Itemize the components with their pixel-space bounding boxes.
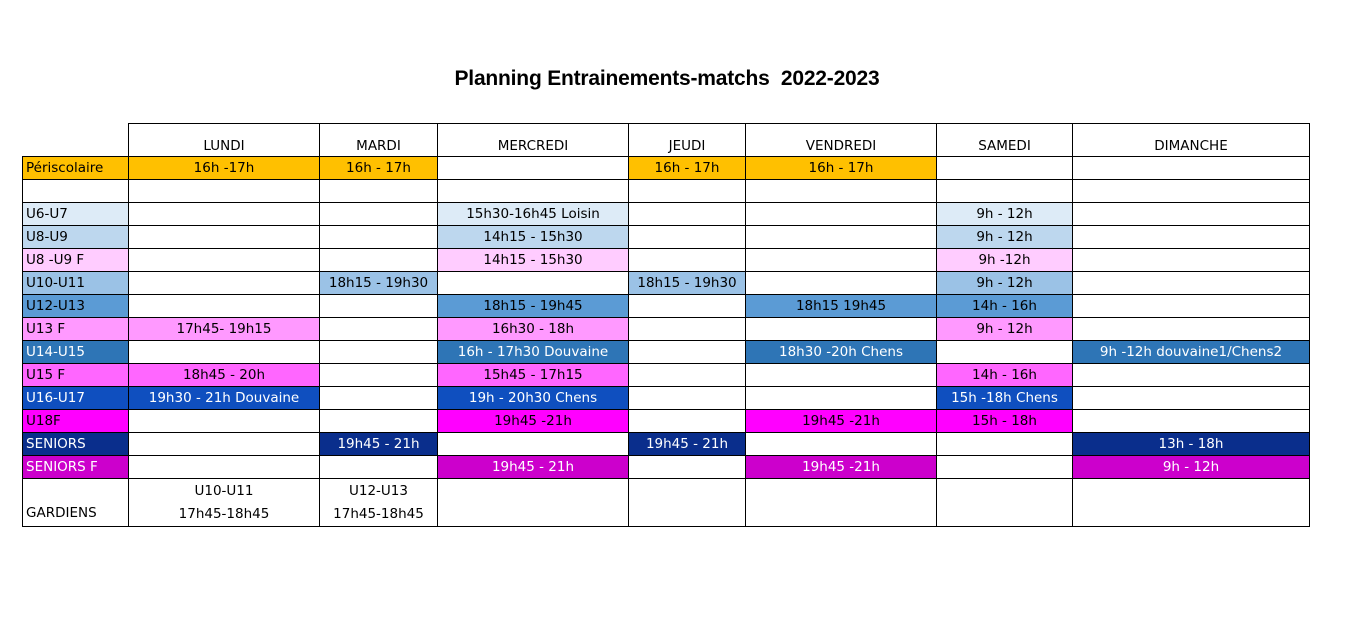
session-cell-samedi: 14h - 16h xyxy=(937,364,1073,387)
gardiens-cell-jeudi xyxy=(629,479,746,527)
session-cell-vendredi: 19h45 -21h xyxy=(746,410,937,433)
gardiens-cell-dimanche xyxy=(1073,479,1310,527)
schedule-row xyxy=(23,180,1310,203)
session-cell-mardi xyxy=(320,364,438,387)
schedule-row xyxy=(23,433,1310,456)
session-cell-mardi xyxy=(320,410,438,433)
session-cell-lundi xyxy=(129,272,320,295)
session-cell-lundi: 17h45- 19h15 xyxy=(129,318,320,341)
session-cell-mercredi: 14h15 - 15h30 xyxy=(438,249,629,272)
session-cell-vendredi xyxy=(746,249,937,272)
session-cell-vendredi: 18h30 -20h Chens xyxy=(746,341,937,364)
session-cell-mardi: 16h - 17h xyxy=(320,157,438,180)
session-cell-samedi: 9h - 12h xyxy=(937,226,1073,249)
session-cell-mardi: 18h15 - 19h30 xyxy=(320,272,438,295)
group-label: U15 F xyxy=(23,364,129,387)
session-cell-samedi xyxy=(937,456,1073,479)
day-header-mercredi: MERCREDI xyxy=(438,124,629,157)
group-label: SENIORS xyxy=(23,433,129,456)
schedule-row xyxy=(23,157,1310,180)
session-cell-jeudi: 18h15 - 19h30 xyxy=(629,272,746,295)
page-title: Planning Entrainements-matchs 2022-2023 xyxy=(454,67,880,90)
session-cell-vendredi xyxy=(746,203,937,226)
schedule-row xyxy=(23,387,1310,410)
gardiens-cell-samedi xyxy=(937,479,1073,527)
session-cell-samedi xyxy=(937,180,1073,203)
session-cell-jeudi: 19h45 - 21h xyxy=(629,433,746,456)
session-cell-lundi xyxy=(129,295,320,318)
day-header-row xyxy=(23,124,1310,157)
gardiens-line: U12-U13 xyxy=(349,482,408,499)
group-label: U8-U9 xyxy=(23,226,129,249)
session-cell-samedi: 15h -18h Chens xyxy=(937,387,1073,410)
session-cell-mercredi xyxy=(438,433,629,456)
session-cell-jeudi xyxy=(629,180,746,203)
session-cell-jeudi xyxy=(629,341,746,364)
session-cell-mercredi: 16h30 - 18h xyxy=(438,318,629,341)
session-cell-dimanche xyxy=(1073,364,1310,387)
group-label: U13 F xyxy=(23,318,129,341)
session-cell-vendredi xyxy=(746,180,937,203)
session-cell-vendredi xyxy=(746,272,937,295)
group-label: SENIORS F xyxy=(23,456,129,479)
session-cell-mercredi: 15h30-16h45 Loisin xyxy=(438,203,629,226)
session-cell-lundi xyxy=(129,226,320,249)
group-label: U6-U7 xyxy=(23,203,129,226)
session-cell-dimanche: 9h - 12h xyxy=(1073,456,1310,479)
corner-cell xyxy=(23,124,129,157)
session-cell-mardi xyxy=(320,341,438,364)
day-header-dimanche: DIMANCHE xyxy=(1073,124,1310,157)
session-cell-vendredi: 18h15 19h45 xyxy=(746,295,937,318)
session-cell-mercredi: 15h45 - 17h15 xyxy=(438,364,629,387)
gardiens-cell-lundi xyxy=(129,479,320,527)
session-cell-jeudi xyxy=(629,203,746,226)
session-cell-dimanche xyxy=(1073,295,1310,318)
day-header-lundi: LUNDI xyxy=(129,124,320,157)
group-label xyxy=(23,180,129,203)
session-cell-mercredi: 19h45 -21h xyxy=(438,410,629,433)
schedule-row xyxy=(23,364,1310,387)
session-cell-dimanche xyxy=(1073,387,1310,410)
group-label: U16-U17 xyxy=(23,387,129,410)
session-cell-mercredi xyxy=(438,157,629,180)
group-label: U12-U13 xyxy=(23,295,129,318)
session-cell-dimanche xyxy=(1073,272,1310,295)
group-label: U14-U15 xyxy=(23,341,129,364)
session-cell-dimanche xyxy=(1073,203,1310,226)
session-cell-lundi xyxy=(129,180,320,203)
session-cell-mardi xyxy=(320,387,438,410)
group-label: U18F xyxy=(23,410,129,433)
session-cell-mercredi: 19h - 20h30 Chens xyxy=(438,387,629,410)
schedule-row xyxy=(23,249,1310,272)
group-label: U8 -U9 F xyxy=(23,249,129,272)
gardiens-cell-mardi xyxy=(320,479,438,527)
session-cell-dimanche xyxy=(1073,157,1310,180)
day-header-vendredi: VENDREDI xyxy=(746,124,937,157)
session-cell-mardi xyxy=(320,203,438,226)
schedule-row xyxy=(23,318,1310,341)
session-cell-lundi xyxy=(129,341,320,364)
gardiens-cell-mercredi xyxy=(438,479,629,527)
schedule-row xyxy=(23,341,1310,364)
schedule-row xyxy=(23,272,1310,295)
day-header-jeudi: JEUDI xyxy=(629,124,746,157)
session-cell-mardi xyxy=(320,226,438,249)
session-cell-dimanche xyxy=(1073,318,1310,341)
session-cell-jeudi xyxy=(629,456,746,479)
session-cell-lundi xyxy=(129,410,320,433)
schedule-row xyxy=(23,203,1310,226)
session-cell-mercredi xyxy=(438,180,629,203)
session-cell-vendredi xyxy=(746,226,937,249)
session-cell-samedi: 14h - 16h xyxy=(937,295,1073,318)
schedule-row xyxy=(23,295,1310,318)
session-cell-lundi xyxy=(129,203,320,226)
session-cell-samedi xyxy=(937,433,1073,456)
session-cell-vendredi xyxy=(746,387,937,410)
schedule-body xyxy=(23,124,1310,527)
session-cell-jeudi: 16h - 17h xyxy=(629,157,746,180)
day-header-samedi: SAMEDI xyxy=(937,124,1073,157)
session-cell-dimanche xyxy=(1073,249,1310,272)
session-cell-lundi xyxy=(129,456,320,479)
session-cell-jeudi xyxy=(629,249,746,272)
schedule-row xyxy=(23,226,1310,249)
gardiens-row xyxy=(23,479,1310,527)
session-cell-lundi xyxy=(129,433,320,456)
session-cell-vendredi: 16h - 17h xyxy=(746,157,937,180)
session-cell-lundi xyxy=(129,249,320,272)
gardiens-line: 17h45-18h45 xyxy=(333,505,424,522)
group-label: Périscolaire xyxy=(23,157,129,180)
session-cell-jeudi xyxy=(629,226,746,249)
session-cell-dimanche xyxy=(1073,410,1310,433)
training-schedule-table xyxy=(22,123,1310,527)
session-cell-samedi: 9h - 12h xyxy=(937,203,1073,226)
session-cell-lundi: 16h -17h xyxy=(129,157,320,180)
session-cell-samedi: 9h - 12h xyxy=(937,272,1073,295)
gardiens-line: U10-U11 xyxy=(194,482,254,499)
session-cell-samedi xyxy=(937,341,1073,364)
group-label: U10-U11 xyxy=(23,272,129,295)
session-cell-dimanche xyxy=(1073,226,1310,249)
session-cell-mardi xyxy=(320,318,438,341)
session-cell-mardi xyxy=(320,249,438,272)
session-cell-dimanche xyxy=(1073,180,1310,203)
session-cell-mercredi: 14h15 - 15h30 xyxy=(438,226,629,249)
session-cell-jeudi xyxy=(629,295,746,318)
session-cell-mardi xyxy=(320,456,438,479)
session-cell-dimanche: 13h - 18h xyxy=(1073,433,1310,456)
session-cell-samedi: 9h - 12h xyxy=(937,318,1073,341)
session-cell-samedi: 9h -12h xyxy=(937,249,1073,272)
gardiens-line: 17h45-18h45 xyxy=(178,505,270,522)
group-label: GARDIENS xyxy=(23,479,129,527)
session-cell-vendredi xyxy=(746,364,937,387)
session-cell-mardi xyxy=(320,180,438,203)
session-cell-mercredi: 19h45 - 21h xyxy=(438,456,629,479)
session-cell-mardi: 19h45 - 21h xyxy=(320,433,438,456)
session-cell-samedi xyxy=(937,157,1073,180)
session-cell-jeudi xyxy=(629,410,746,433)
session-cell-samedi: 15h - 18h xyxy=(937,410,1073,433)
session-cell-dimanche: 9h -12h douvaine1/Chens2 xyxy=(1073,341,1310,364)
session-cell-jeudi xyxy=(629,364,746,387)
session-cell-mardi xyxy=(320,295,438,318)
session-cell-mercredi xyxy=(438,272,629,295)
session-cell-vendredi xyxy=(746,318,937,341)
session-cell-mercredi: 18h15 - 19h45 xyxy=(438,295,629,318)
session-cell-vendredi xyxy=(746,433,937,456)
schedule-row xyxy=(23,456,1310,479)
day-header-mardi: MARDI xyxy=(320,124,438,157)
session-cell-vendredi: 19h45 -21h xyxy=(746,456,937,479)
session-cell-lundi: 19h30 - 21h Douvaine xyxy=(129,387,320,410)
session-cell-jeudi xyxy=(629,318,746,341)
session-cell-jeudi xyxy=(629,387,746,410)
gardiens-cell-vendredi xyxy=(746,479,937,527)
schedule-row xyxy=(23,410,1310,433)
session-cell-lundi: 18h45 - 20h xyxy=(129,364,320,387)
session-cell-mercredi: 16h - 17h30 Douvaine xyxy=(438,341,629,364)
